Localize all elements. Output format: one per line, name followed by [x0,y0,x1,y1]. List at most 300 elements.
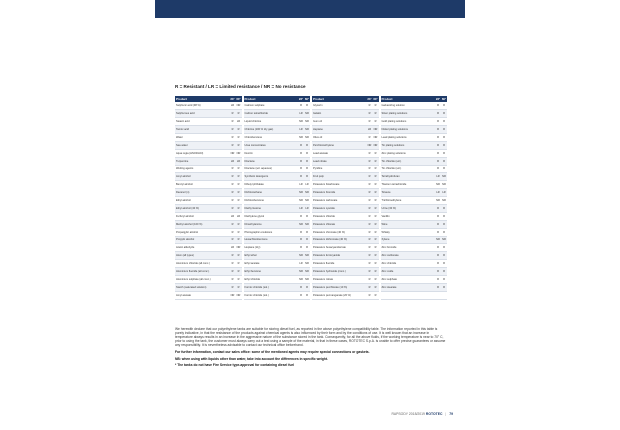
resistance-60c: R [373,149,379,157]
product-name: Wetting agents [175,165,230,173]
resistance-23c: NR [298,275,304,283]
product-name: Potassium bicarbonate [312,181,367,189]
header-23c: 23° [435,97,441,102]
table-row [175,244,242,252]
table-row [312,204,379,212]
product-name: Chlorine (100 % dry gas) [244,126,299,134]
resistance-23c: R [435,275,441,283]
resistance-60c: R [236,275,242,283]
resistance-23c: R [367,204,373,212]
resistance-23c: NR [367,141,373,149]
table-row [381,181,448,189]
resistance-60c: R [304,228,310,236]
resistance-60c: R [441,244,447,252]
product-name: Dichloroethane [244,189,299,197]
resistance-23c: R [298,244,304,252]
table-row [381,118,448,126]
product-name: Dioctane (sol. aqueous) [244,165,299,173]
resistance-23c: R [298,141,304,149]
resistance-23c: R [367,173,373,181]
product-name: Potassium chloride [312,212,367,220]
resistance-60c: LR [441,189,447,197]
resistance-60c: R [441,260,447,268]
resistance-60c: NR [304,133,310,141]
resistance-60c: R [441,102,447,109]
resistance-60c: R [236,283,242,291]
resistance-23c: R [298,157,304,165]
table-row [381,173,448,181]
resistance-23c: R [230,236,236,244]
resistance-60c: R [236,126,242,134]
resistance-23c: NR [435,236,441,244]
resistance-60c: R [441,275,447,283]
resistance-23c: R [435,244,441,252]
resistance-60c: NR [304,220,310,228]
resistance-60c [441,291,447,299]
resistance-60c: R [373,228,379,236]
resistance-60c: R [236,189,242,197]
product-name: Carbon tetrachloride [244,110,299,118]
product-name: Propargylic alcohol [175,228,230,236]
resistance-60c: NR [441,197,447,205]
resistance-60c: R [373,197,379,205]
product-name: Hexachlorobenzene [244,236,299,244]
table-row [244,157,311,165]
table-row [381,252,448,260]
table-row [312,102,379,109]
table-row [244,110,311,118]
resistance-60c: NR [304,118,310,126]
table-row [312,173,379,181]
resistance-60c: R [236,252,242,260]
product-name: Potassium ferrocyanide [312,252,367,260]
resistance-60c: R [236,204,242,212]
product-name: Potassium hydroxide (conc.) [312,268,367,276]
resistance-23c: R [367,260,373,268]
table-row [312,181,379,189]
table-row [244,197,311,205]
resistance-60c: R [441,157,447,165]
product-name: Urea concentrates [244,141,299,149]
fire-service-note: * The tanks do not have Fire Service type-approval for containing diesel fuel [175,363,295,368]
table-row [312,283,379,291]
product-name: Furfuryl alcohol [175,212,230,220]
resistance-23c: R [230,228,236,236]
resistance-60c: NR [304,110,310,118]
resistance-23c: LR [230,102,236,109]
resistance-23c: R [367,133,373,141]
resistance-60c: R [441,252,447,260]
resistance-23c: R [435,165,441,173]
resistance-23c: NR [230,149,236,157]
table-row [312,157,379,165]
resistance-23c: R [435,110,441,118]
table-row [381,126,448,134]
product-name: Tin plating solutions [381,141,436,149]
table-row [381,197,448,205]
table-row [175,212,242,220]
resistance-60c: R [441,133,447,141]
resistance-23c: R [230,118,236,126]
resistance-23c: LR [367,126,373,134]
resistance-60c: R [441,149,447,157]
resistance-60c: R [236,181,242,189]
product-name: Pyridine [312,165,367,173]
disclaimer-paragraph: We herewith declare that our polyethylene tanks are suitable for storing diesel fuel, as reported in the above polyethylene compatibility table. The information reported in this table is purely indicative, in that the resistance of the products against chemical agents is also influenced by their form and by the conditions of use. It is well known that an increase in temperature always results in an increase in the aggressive nature of the substance stored in the tank. Consequently, for all the above fluids, if the working temperature is near to 70° C, prior to using the tank, the customer must always carry out a test using a sample of the material, in that in these cases, ROTOTEC S.p.A. is unable to offer precise guarantees or assume any responsibility. It is nevertheless advisable to contact our technical office beforehand. [175,327,446,348]
product-name: Diethylene glycol [244,212,299,220]
resistance-23c: NR [435,181,441,189]
resistance-60c: R [236,141,242,149]
product-name: Dextrin [244,149,299,157]
product-name: Ethyl ether [244,252,299,260]
product-name: Aluminium chloride (all conc.) [175,260,230,268]
resistance-23c: NR [230,291,236,299]
table-row [312,220,379,228]
table-block [244,96,311,300]
resistance-60c: R [304,236,310,244]
resistance-60c: R [373,220,379,228]
table-row [381,283,448,291]
table-row [312,189,379,197]
product-name: Gold plating solutions [381,118,436,126]
table-row [244,149,311,157]
table-row [175,197,242,205]
table-row [175,133,242,141]
product-name: Potassium nitrate [312,275,367,283]
resistance-23c: LR [298,204,304,212]
resistance-60c: NR [373,141,379,149]
resistance-60c: R [373,173,379,181]
table-row [175,260,242,268]
table-row [244,275,311,283]
table-row [175,126,242,134]
table-row [312,118,379,126]
table-row [381,165,448,173]
header-product: Product [244,96,299,102]
product-name: Potassium bromide [312,189,367,197]
table-row [244,212,311,220]
resistance-60c: R [373,275,379,283]
contact-note: For further information, contact our sales office: some of the mentioned agents may require special connections or gaskets. [175,349,370,354]
resistance-legend: R = Resistant / LR = Limited resistance / NR = No resistance [175,84,306,89]
product-name: Lead plating solutions [381,133,436,141]
table-row [244,118,311,126]
product-name: Diethyl ketone [244,204,299,212]
product-name: Aluminium fluoride (all conc.) [175,268,230,276]
resistance-23c: R [367,283,373,291]
resistance-23c: R [435,283,441,291]
resistance-23c: R [367,181,373,189]
resistance-60c: R [441,204,447,212]
product-name: Gum oil [312,118,367,126]
resistance-60c: NR [441,181,447,189]
resistance-23c: R [367,165,373,173]
product-name: Photographic emulsions [244,228,299,236]
header-23c: 23° [298,97,304,102]
table-row [381,102,448,109]
resistance-60c: NR [304,275,310,283]
product-name: Water [175,133,230,141]
table-row [244,173,311,181]
product-name: Zinc sulphate [381,275,436,283]
product-name: Zinc plating solutions [381,149,436,157]
table-row [312,141,379,149]
resistance-23c: R [367,236,373,244]
resistance-23c: R [230,189,236,197]
nb-note: NB: when using with liquids other than water, take into account the differences in specific weight. [175,356,328,361]
table-row [244,252,311,260]
resistance-23c: NR [298,197,304,205]
header-product: Product [381,96,436,102]
table-row [312,212,379,220]
product-name: Tin chloride (sol.) [381,157,436,165]
resistance-23c: R [367,291,373,299]
table-row [312,252,379,260]
resistance-23c: R [435,149,441,157]
resistance-60c: R [373,283,379,291]
resistance-60c: LR [304,181,310,189]
header-60c: 60° [236,97,241,102]
resistance-60c: R [373,181,379,189]
table-row [381,268,448,276]
table-row [244,228,311,236]
table-row [244,204,311,212]
table-row [312,275,379,283]
header-23c: 23° [230,97,235,102]
table-block [175,96,242,300]
resistance-60c: NR [441,236,447,244]
resistance-60c: R [304,141,310,149]
product-name: Decanol (n) [175,189,230,197]
resistance-23c: R [435,220,441,228]
product-name: Sea water [175,141,230,149]
product-name: Lead acetate [312,149,367,157]
product-name: Formic chloride (sol.) [244,283,299,291]
resistance-60c: R [373,165,379,173]
header-60c: 60° [373,97,378,102]
product-name: Zinc carbonate [381,252,436,260]
resistance-60c: R [304,173,310,181]
table-row [175,236,242,244]
table-row [244,141,311,149]
product-name: Aqua regia (HNO3/HCl) [175,149,230,157]
notes-section [175,327,447,367]
resistance-23c: R [367,228,373,236]
resistance-23c: R [298,102,304,109]
resistance-23c: R [435,126,441,134]
resistance-60c: NR [236,149,242,157]
resistance-23c: R [435,252,441,260]
table-row [244,102,311,109]
header-product: Product [312,96,367,102]
resistance-60c: NR [373,126,379,134]
resistance-60c: R [373,252,379,260]
product-name: Trichloroethylene [381,197,436,205]
resistance-60c: R [236,165,242,173]
table-row [175,118,242,126]
header-60c: 60° [441,97,447,102]
product-name: Urine (30 %) [381,204,436,212]
resistance-23c: R [230,141,236,149]
resistance-23c: R [367,244,373,252]
product-name: Olive oil [312,133,367,141]
table-row [244,133,311,141]
resistance-23c: R [298,149,304,157]
resistance-23c: R [230,283,236,291]
header-band [155,0,465,18]
product-name: Silver plating solutions [381,110,436,118]
resistance-23c: LR [230,244,236,252]
table-row [312,236,379,244]
product-name: Xylene [381,236,436,244]
product-name: Starch (saturated solution) [175,283,230,291]
product-name: Liquid chlorine [244,118,299,126]
resistance-60c: R [236,260,242,268]
resistance-23c: R [298,228,304,236]
resistance-23c: R [230,126,236,134]
chemical-resistance-table [175,96,447,300]
resistance-23c: LR [435,189,441,197]
resistance-60c: NR [304,197,310,205]
table-row [244,189,311,197]
table-row [175,204,242,212]
product-name: Tannic acid [175,126,230,134]
resistance-23c: R [230,268,236,276]
resistance-60c: R [441,126,447,134]
resistance-23c: R [367,110,373,118]
resistance-23c: R [230,133,236,141]
table-row [175,275,242,283]
product-name: Heptane [312,126,367,134]
product-name: Amyl alcohol [175,173,230,181]
resistance-60c: R [441,283,447,291]
resistance-23c: LR [230,157,236,165]
product-name: Tin chloride (sol.) [381,165,436,173]
product-name: Potassium cyanide [312,204,367,212]
resistance-60c: R [441,268,447,276]
resistance-60c: R [441,165,447,173]
product-name: Heptane (dry) [244,244,299,252]
table-row [244,291,311,299]
resistance-60c: NR [304,126,310,134]
resistance-23c: NR [298,133,304,141]
table-row [244,165,311,173]
resistance-60c: LR [236,118,242,126]
page-number: 79 [449,412,453,416]
resistance-23c: R [367,189,373,197]
resistance-23c: R [230,197,236,205]
table-row [312,110,379,118]
product-name: Ethyl benzene [244,268,299,276]
footer-separator: | [445,412,447,416]
resistance-23c: R [367,268,373,276]
resistance-23c: NR [298,220,304,228]
resistance-23c: R [435,141,441,149]
resistance-60c: R [304,165,310,173]
table-row [244,283,311,291]
resistance-23c: R [230,173,236,181]
resistance-60c: R [304,149,310,157]
table-row [381,228,448,236]
resistance-23c: LR [298,110,304,118]
resistance-60c: R [441,141,447,149]
resistance-23c: R [435,118,441,126]
product-name: Zinc stearate [381,283,436,291]
resistance-23c: LR [230,212,236,220]
table-row [244,244,311,252]
resistance-23c: R [298,212,304,220]
resistance-60c: R [236,228,242,236]
product-name: Chlorobenzene [244,133,299,141]
resistance-23c: R [367,220,373,228]
product-name: Dichlorobenzene [244,197,299,205]
table-column [381,96,448,300]
product-name: Stearic acid [175,118,230,126]
resistance-23c: R [298,173,304,181]
resistance-23c: NR [298,189,304,197]
table-row [175,252,242,260]
resistance-60c: R [236,236,242,244]
table-row [175,283,242,291]
resistance-60c: R [373,204,379,212]
table-row [381,212,448,220]
product-name: Fruit pulp [312,173,367,181]
resistance-23c: R [435,102,441,109]
resistance-60c: R [304,244,310,252]
table-row [381,220,448,228]
resistance-23c: R [435,268,441,276]
table-row [312,126,379,134]
resistance-60c: NR [441,173,447,181]
resistance-60c: R [373,236,379,244]
resistance-60c: NR [236,244,242,252]
table-row [175,149,242,157]
resistance-23c: R [230,220,236,228]
resistance-60c: LR [304,204,310,212]
product-name: Alum (all types) [175,252,230,260]
product-name: Turpentine [175,157,230,165]
resistance-23c: R [230,260,236,268]
product-name: Ethyl alcohol (40 %) [175,204,230,212]
product-name: Synthetic detergents [244,173,299,181]
resistance-60c: R [373,244,379,252]
table-row [244,236,311,244]
resistance-60c: R [236,173,242,181]
resistance-23c: R [298,236,304,244]
footer-text: RAPSODY 2018/2019 [391,412,425,416]
resistance-60c: R [441,220,447,228]
page-footer [391,412,453,416]
product-name: Zinc bromide [381,244,436,252]
table-row [244,220,311,228]
header-60c: 60° [304,97,310,102]
table-row [381,260,448,268]
resistance-23c: R [230,110,236,118]
product-name: Tetrahydrofuran [381,173,436,181]
table-row [312,268,379,276]
resistance-23c: R [298,165,304,173]
product-name: Lead nitrate [312,157,367,165]
resistance-60c: R [236,197,242,205]
resistance-60c: R [304,291,310,299]
resistance-60c: R [373,110,379,118]
product-name: Potassium fluoride [312,260,367,268]
product-name: Vanillin [381,212,436,220]
product-name: Ethyl alcohol [175,197,230,205]
table-row [244,181,311,189]
resistance-60c: R [373,118,379,126]
resistance-60c: NR [236,102,242,109]
